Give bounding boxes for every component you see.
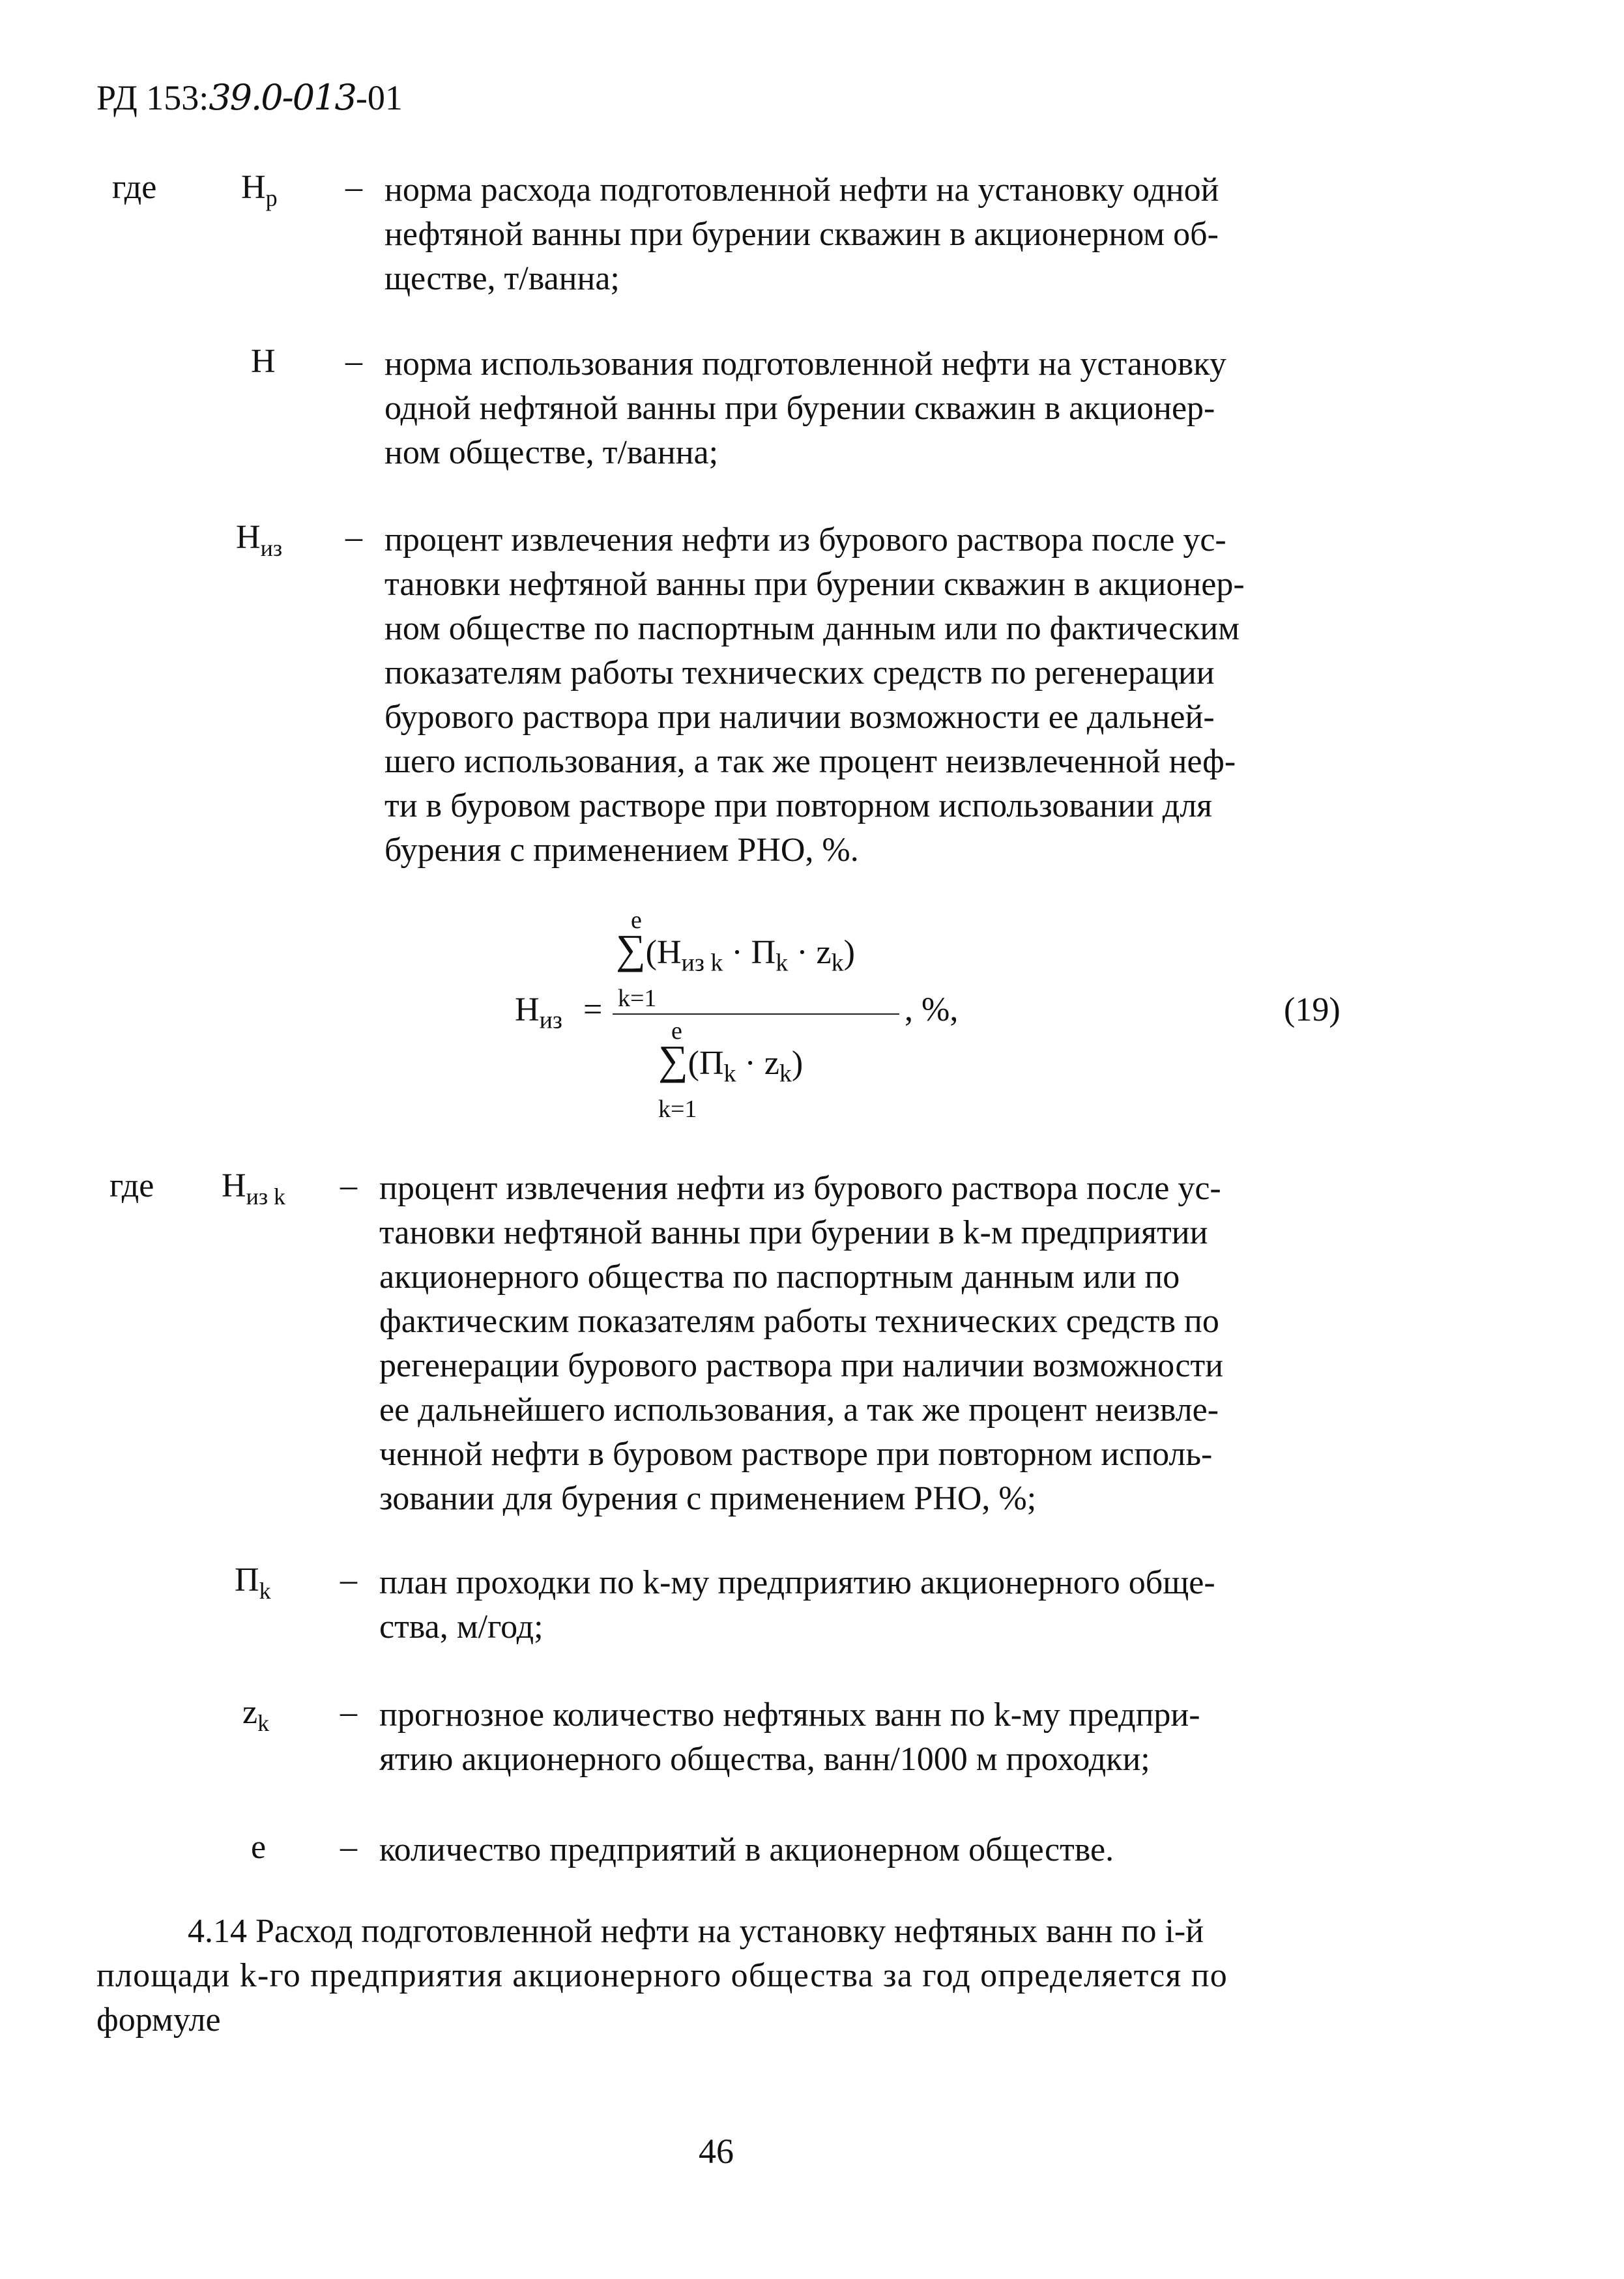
sum-lower-limit: k=1 xyxy=(658,1096,697,1123)
formula-lhs: $H_{из}$ xyxy=(515,991,562,1034)
definition-line: показателям работы технических средств по регенерации xyxy=(384,654,1215,691)
numerator: $\sum(H_{из k} \cdot П_k \cdot z_k)$ xyxy=(616,926,855,977)
definition-line: бурового раствора при наличии возможности ее дальней- xyxy=(384,699,1215,736)
definition-h-iz-k xyxy=(379,1167,1223,1521)
document-code-prefix: РД 153: xyxy=(96,78,209,117)
definition-dash: – xyxy=(340,1829,357,1866)
definition-line: количество предприятий в акционерном обществе. xyxy=(379,1831,1114,1868)
definition-dash: – xyxy=(340,1694,357,1731)
section-line: площади k-го предприятия акционерного общества за год определяется по xyxy=(96,1957,1228,1994)
fraction-line xyxy=(613,1013,899,1015)
section-line: формуле xyxy=(96,2001,221,2039)
definition-h-iz xyxy=(384,518,1245,873)
definition-line: тановки нефтяной ванны при бурении скважин в акционер- xyxy=(384,566,1245,603)
definition-line: ном обществе, т/ванна; xyxy=(384,434,719,471)
formula-equals: = xyxy=(583,991,603,1028)
section-line: 4.14 Расход подготовленной нефти на установку нефтяных ванн по i-й xyxy=(188,1913,1204,1950)
definition-line: одной нефтяной ванны при бурении скважин в акционер- xyxy=(384,390,1215,427)
definition-line: прогнозное количество нефтяных ванн по k-му предпри- xyxy=(379,1696,1200,1734)
definition-line: ятию акционерного общества, ванн/1000 м проходки; xyxy=(379,1741,1150,1778)
definition-line: нефтяной ванны при бурении скважин в акционерном об- xyxy=(384,216,1219,253)
symbol-h-iz-k: $H_{из k}$ xyxy=(222,1167,286,1210)
definition-line: ществе, т/ванна; xyxy=(384,260,620,297)
definition-line: ти в буровом растворе при повторном использовании для xyxy=(384,787,1213,824)
symbol-p-k: $П_k$ xyxy=(235,1561,271,1604)
document-code-suffix: -01 xyxy=(355,78,403,117)
definition-p-k xyxy=(379,1561,1215,1649)
sum-lower-limit: k=1 xyxy=(618,985,657,1012)
definition-line: норма использования подготовленной нефти на установку xyxy=(384,345,1226,383)
document-code-handwritten: 39.0-013 xyxy=(209,77,356,118)
formula-unit: , %, xyxy=(905,991,959,1028)
definition-line: бурения с применением РНО, %. xyxy=(384,832,859,869)
definition-dash: – xyxy=(340,1167,357,1204)
definition-line: ном обществе по паспортным данным или по фактическим xyxy=(384,610,1240,647)
definition-h-r xyxy=(384,168,1219,301)
formula-number: (19) xyxy=(1284,991,1341,1028)
definition-line: план проходки по k-му предприятию акционерного обще- xyxy=(379,1564,1215,1601)
definition-dash: – xyxy=(340,1561,357,1599)
definition-dash: – xyxy=(345,169,362,206)
definition-line: зовании для бурения с применением РНО, %; xyxy=(379,1480,1037,1517)
sum-upper-limit: e xyxy=(631,907,642,934)
definition-z-k xyxy=(379,1693,1200,1782)
symbol-z-k: $z_k$ xyxy=(242,1694,270,1736)
sum-upper-limit: e xyxy=(671,1017,682,1045)
document-code xyxy=(96,77,403,118)
symbol-e: e xyxy=(251,1829,267,1866)
definition-h xyxy=(384,342,1226,475)
definition-e xyxy=(379,1828,1114,1872)
where-label: где xyxy=(112,169,157,206)
definition-line: тановки нефтяной ванны при бурении в k-м предприятии xyxy=(379,1214,1208,1251)
section-4-14 xyxy=(96,1909,1406,2042)
symbol-h-r: $H_р$ xyxy=(241,169,278,211)
definition-line: ее дальнейшего использования, а так же процент неизвле- xyxy=(379,1391,1219,1429)
page-number: 46 xyxy=(699,2132,734,2171)
definition-line: регенерации бурового раствора при наличии возможности xyxy=(379,1347,1224,1384)
definition-line: фактическим показателям работы технических средств по xyxy=(379,1303,1219,1340)
definition-line: процент извлечения нефти из бурового раствора после ус- xyxy=(384,521,1226,559)
denominator: $\sum(П_k \cdot z_k)$ xyxy=(658,1037,804,1088)
definition-line: норма расхода подготовленной нефти на установку одной xyxy=(384,171,1219,209)
symbol-h: H xyxy=(251,343,276,380)
where-label: где xyxy=(109,1167,154,1204)
definition-dash: – xyxy=(345,519,362,556)
definition-line: ства, м/год; xyxy=(379,1608,544,1646)
definition-line: процент извлечения нефти из бурового раствора после ус- xyxy=(379,1170,1221,1207)
definition-line: шего использования, а так же процент неизвлеченной неф- xyxy=(384,743,1236,780)
definition-line: акционерного общества по паспортным данным или по xyxy=(379,1258,1180,1296)
symbol-h-iz: $H_{из}$ xyxy=(236,519,283,561)
definition-dash: – xyxy=(345,343,362,380)
definition-line: ченной нефти в буровом растворе при повторном исполь- xyxy=(379,1436,1213,1473)
